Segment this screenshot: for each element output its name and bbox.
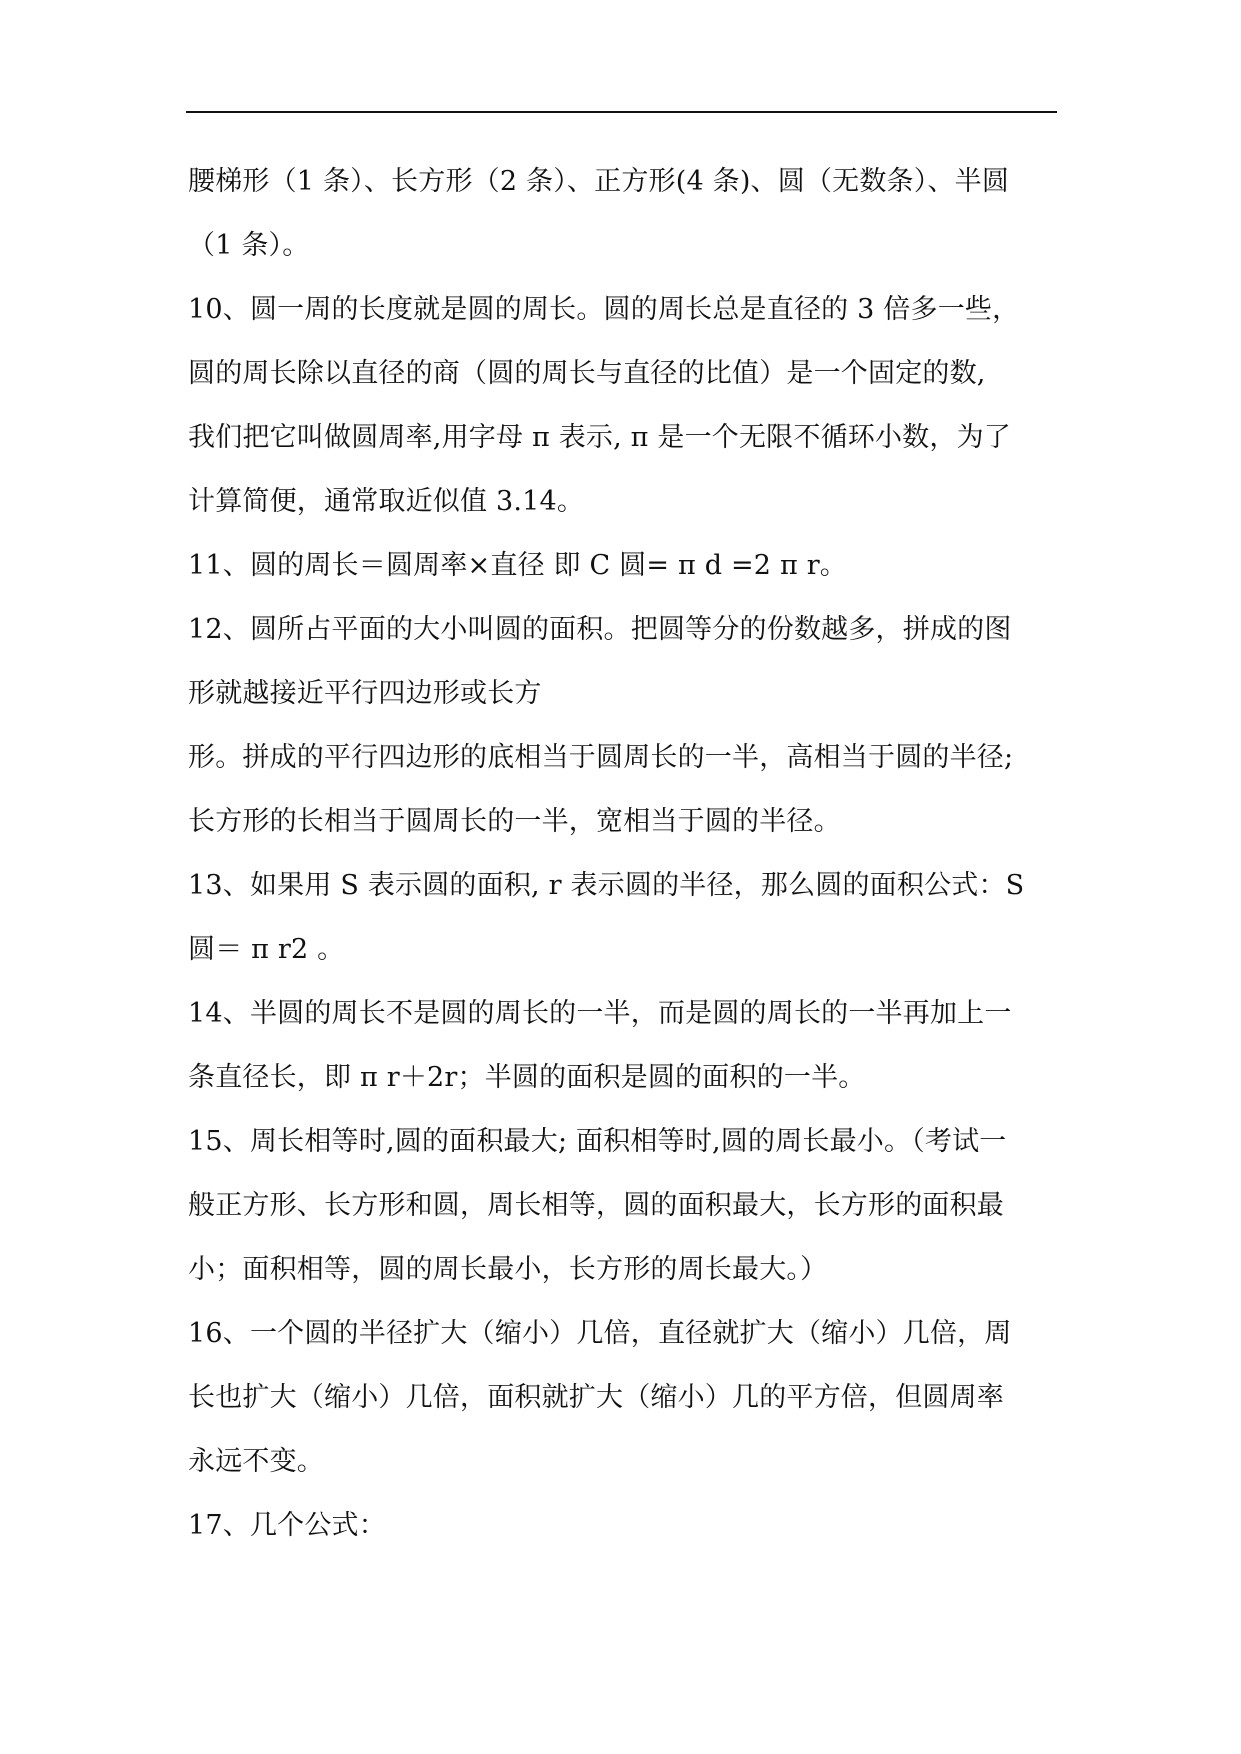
text-line: 15、周长相等时,圆的面积最大; 面积相等时,圆的周长最小。（考试一 bbox=[188, 1126, 1007, 1157]
text-line: 腰梯形（1 条）、长方形（2 条）、正方形(4 条)、圆（无数条）、半圆 bbox=[188, 166, 1010, 197]
text-line: 10、圆一周的长度就是圆的周长。圆的周长总是直径的 3 倍多一些， bbox=[188, 294, 1020, 325]
text-line: 我们把它叫做圆周率,用字母 π 表示, π 是一个无限不循环小数，为了 bbox=[188, 422, 1011, 453]
text-line: 条直径长，即 π r＋2r；半圆的面积是圆的面积的一半。 bbox=[188, 1062, 866, 1093]
text-line: 计算简便，通常取近似值 3.14。 bbox=[188, 486, 585, 517]
text-line: 形。拼成的平行四边形的底相当于圆周长的一半，高相当于圆的半径; bbox=[188, 742, 1014, 773]
text-line: 17、几个公式： bbox=[188, 1510, 386, 1541]
text-line: 长也扩大（缩小）几倍，面积就扩大（缩小）几的平方倍，但圆周率 bbox=[188, 1382, 1004, 1413]
text-line: 圆＝ π r2 。 bbox=[188, 934, 345, 965]
text-line: 12、圆所占平面的大小叫圆的面积。把圆等分的份数越多，拼成的图 bbox=[188, 614, 1012, 645]
text-line: 形就越接近平行四边形或长方 bbox=[188, 678, 542, 709]
text-line: 长方形的长相当于圆周长的一半，宽相当于圆的半径。 bbox=[188, 806, 841, 837]
text-line: 14、半圆的周长不是圆的周长的一半，而是圆的周长的一半再加上一 bbox=[188, 998, 1012, 1029]
document-body bbox=[188, 150, 1060, 1558]
text-line: 般正方形、长方形和圆，周长相等，圆的面积最大，长方形的面积最 bbox=[188, 1190, 1004, 1221]
text-line: 11、圆的周长＝圆周率×直径 即 C 圆= π d =2 π r。 bbox=[188, 550, 848, 581]
text-line: 16、一个圆的半径扩大（缩小）几倍，直径就扩大（缩小）几倍，周 bbox=[188, 1318, 1012, 1349]
text-line: （1 条）。 bbox=[188, 230, 310, 261]
text-line: 永远不变。 bbox=[188, 1446, 324, 1477]
text-line: 圆的周长除以直径的商（圆的周长与直径的比值）是一个固定的数, bbox=[188, 358, 986, 389]
text-line: 小；面积相等，圆的周长最小，长方形的周长最大。） bbox=[188, 1254, 828, 1285]
text-line: 13、如果用 S 表示圆的面积, r 表示圆的半径，那么圆的面积公式：S bbox=[188, 870, 1025, 901]
header-rule bbox=[186, 111, 1057, 113]
